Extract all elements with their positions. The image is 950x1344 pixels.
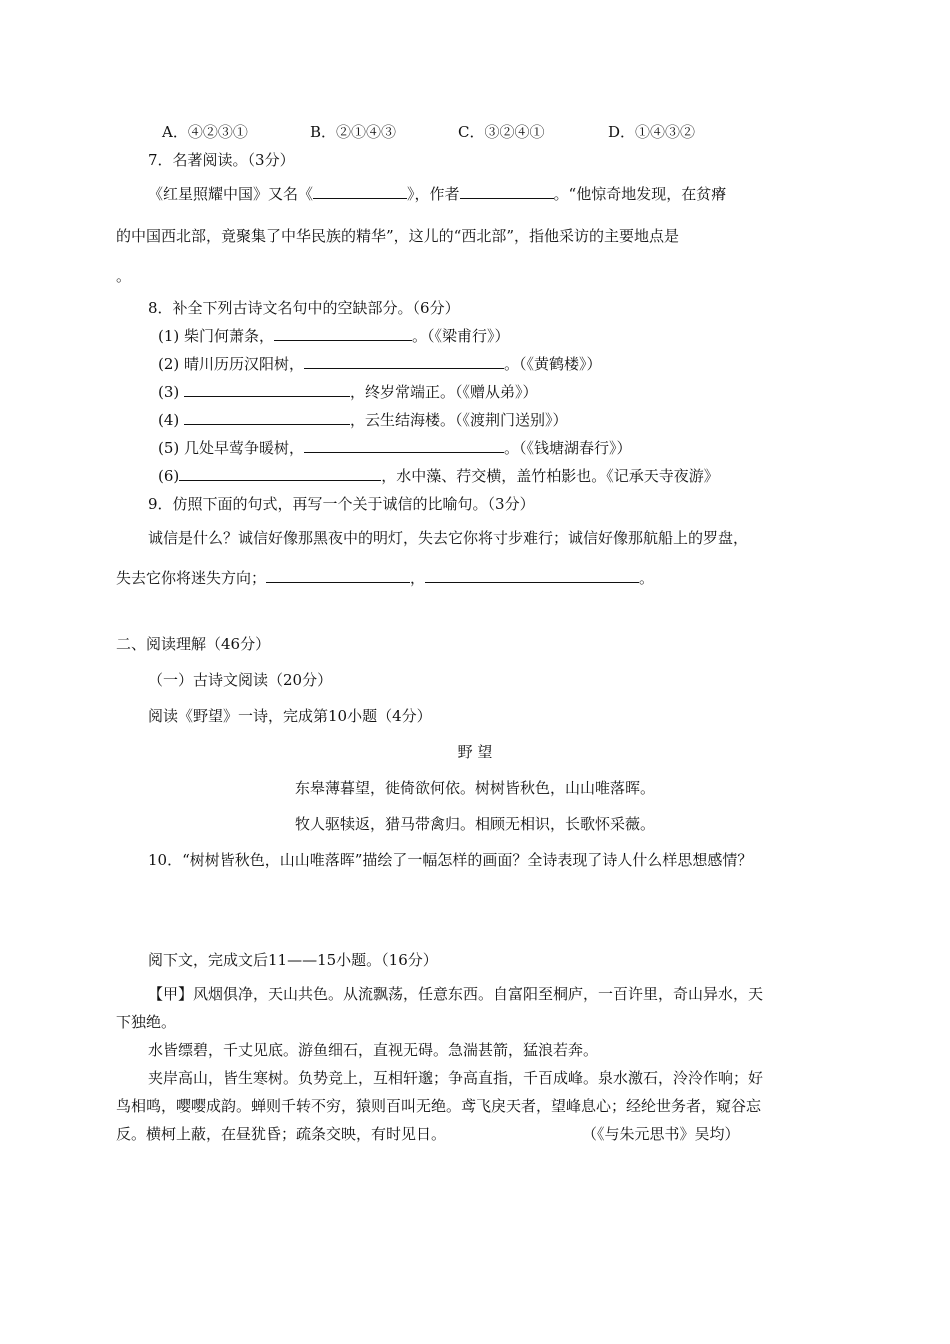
poem-title: 野 望 — [457, 743, 493, 761]
item-num: (5) — [158, 439, 180, 457]
q8-item-4 — [158, 410, 568, 430]
q7-line1 — [148, 184, 726, 204]
q8-blank-3[interactable] — [184, 382, 350, 397]
item-num: (1) — [158, 327, 180, 345]
q9-text-c: 。 — [639, 569, 655, 587]
item-post: 。（《黄鹤楼》） — [504, 355, 602, 373]
q9-text-b: ， — [410, 569, 426, 587]
item-pre: 几处早莺争暖树， — [184, 439, 305, 457]
q7-blank-alias[interactable] — [313, 184, 407, 199]
q8-item-5 — [158, 438, 632, 458]
q8-blank-2[interactable] — [304, 354, 504, 369]
q9-title: 9．仿照下面的句式，再写一个关于诚信的比喻句。（3分） — [148, 495, 535, 513]
item-num: (2) — [158, 355, 180, 373]
passage-p1-line2: 下独绝。 — [116, 1013, 177, 1031]
item-num: (3) — [158, 383, 180, 401]
poem-line-2: 牧人驱犊返，猎马带禽归。相顾无相识，长歌怀采薇。 — [294, 815, 655, 833]
q8-blank-4[interactable] — [184, 410, 350, 425]
q7-blank-author[interactable] — [460, 184, 554, 199]
q9-blank-1[interactable] — [266, 568, 410, 583]
q6-options — [162, 122, 695, 142]
q8-title: 8．补全下列古诗文名句中的空缺部分。（6分） — [148, 299, 460, 317]
q8-item-6 — [158, 466, 719, 486]
item-post: 。（《梁甫行》） — [412, 327, 510, 345]
q10: 10．“树树皆秋色，山山唯落晖”描绘了一幅怎样的画面？全诗表现了诗人什么样思想感情？ — [148, 851, 753, 869]
item-post: ，终岁常端正。（《赠从弟》） — [350, 383, 538, 401]
passage-p1-line1: 【甲】风烟俱净，天山共色。从流飘荡，任意东西。自富阳至桐庐，一百许里，奇山异水，天 — [148, 985, 764, 1003]
q7-title: 7．名著阅读。（3分） — [148, 151, 295, 169]
q7-line3: 。 — [116, 267, 132, 285]
q8-blank-6[interactable] — [179, 466, 381, 481]
q8-item-2 — [158, 354, 602, 374]
option-b: B．②①④③ — [310, 123, 397, 141]
passage-p3-text: 反。横柯上蔽，在昼犹昏；疏条交映，有时见日。 — [116, 1125, 447, 1143]
option-c: C．③②④① — [458, 123, 545, 141]
poem-line-1: 东皋薄暮望，徙倚欲何依。树树皆秋色，山山唯落晖。 — [294, 779, 655, 797]
item-post: 。（《钱塘湖春行》） — [504, 439, 632, 457]
q9-line1: 诚信是什么？诚信好像那黑夜中的明灯，失去它你将寸步难行；诚信好像那航船上的罗盘， — [148, 529, 749, 547]
q9-blank-2[interactable] — [425, 568, 639, 583]
q9-line2 — [116, 568, 654, 588]
q7-text-a: 《红星照耀中国》又名《 — [148, 185, 314, 203]
option-d: D．①④③② — [608, 123, 696, 141]
item-post: ，云生结海楼。（《渡荆门送别》） — [350, 411, 568, 429]
section2-title: 二、阅读理解（46分） — [116, 635, 271, 653]
option-a: A．④②③① — [162, 123, 248, 141]
passage-intro: 阅下文，完成文后11——15小题。（16分） — [148, 951, 438, 969]
poem-intro: 阅读《野望》一诗，完成第10小题（4分） — [148, 707, 432, 725]
q7-text-b: 》，作者 — [407, 185, 460, 203]
q9-text-a: 失去它你将迷失方向； — [116, 569, 267, 587]
q8-blank-5[interactable] — [304, 438, 504, 453]
q8-item-3 — [158, 382, 538, 402]
item-post: ，水中藻、荇交横，盖竹柏影也。《记承天寺夜游》 — [381, 467, 719, 485]
item-num: (4) — [158, 411, 180, 429]
q8-blank-1[interactable] — [274, 326, 412, 341]
q7-line2: 的中国西北部，竟聚集了中华民族的精华”，这儿的“西北部”，指他采访的主要地点是 — [116, 227, 680, 245]
item-num: (6) — [158, 467, 180, 485]
item-pre: 晴川历历汉阳树， — [184, 355, 305, 373]
passage-p3-line2: 鸟相鸣，嘤嘤成韵。蝉则千转不穷，猿则百叫无绝。鸢飞戾天者，望峰息心；经纶世务者，窥谷忘 — [116, 1097, 762, 1115]
passage-p2: 水皆缥碧，千丈见底。游鱼细石，直视无碍。急湍甚箭，猛浪若奔。 — [148, 1041, 599, 1059]
passage-source: （《与朱元思书》吴均） — [582, 1125, 740, 1143]
passage-p3-line3 — [116, 1124, 446, 1144]
item-pre: 柴门何萧条， — [184, 327, 275, 345]
q8-item-1 — [158, 326, 510, 346]
section2-sub1: （一）古诗文阅读（20分） — [148, 671, 333, 689]
q7-text-c: 。“他惊奇地发现，在贫瘠 — [553, 185, 727, 203]
passage-p3-line1: 夹岸高山，皆生寒树。负势竞上，互相轩邈；争高直指，千百成峰。泉水激石，泠泠作响；好 — [148, 1069, 764, 1087]
